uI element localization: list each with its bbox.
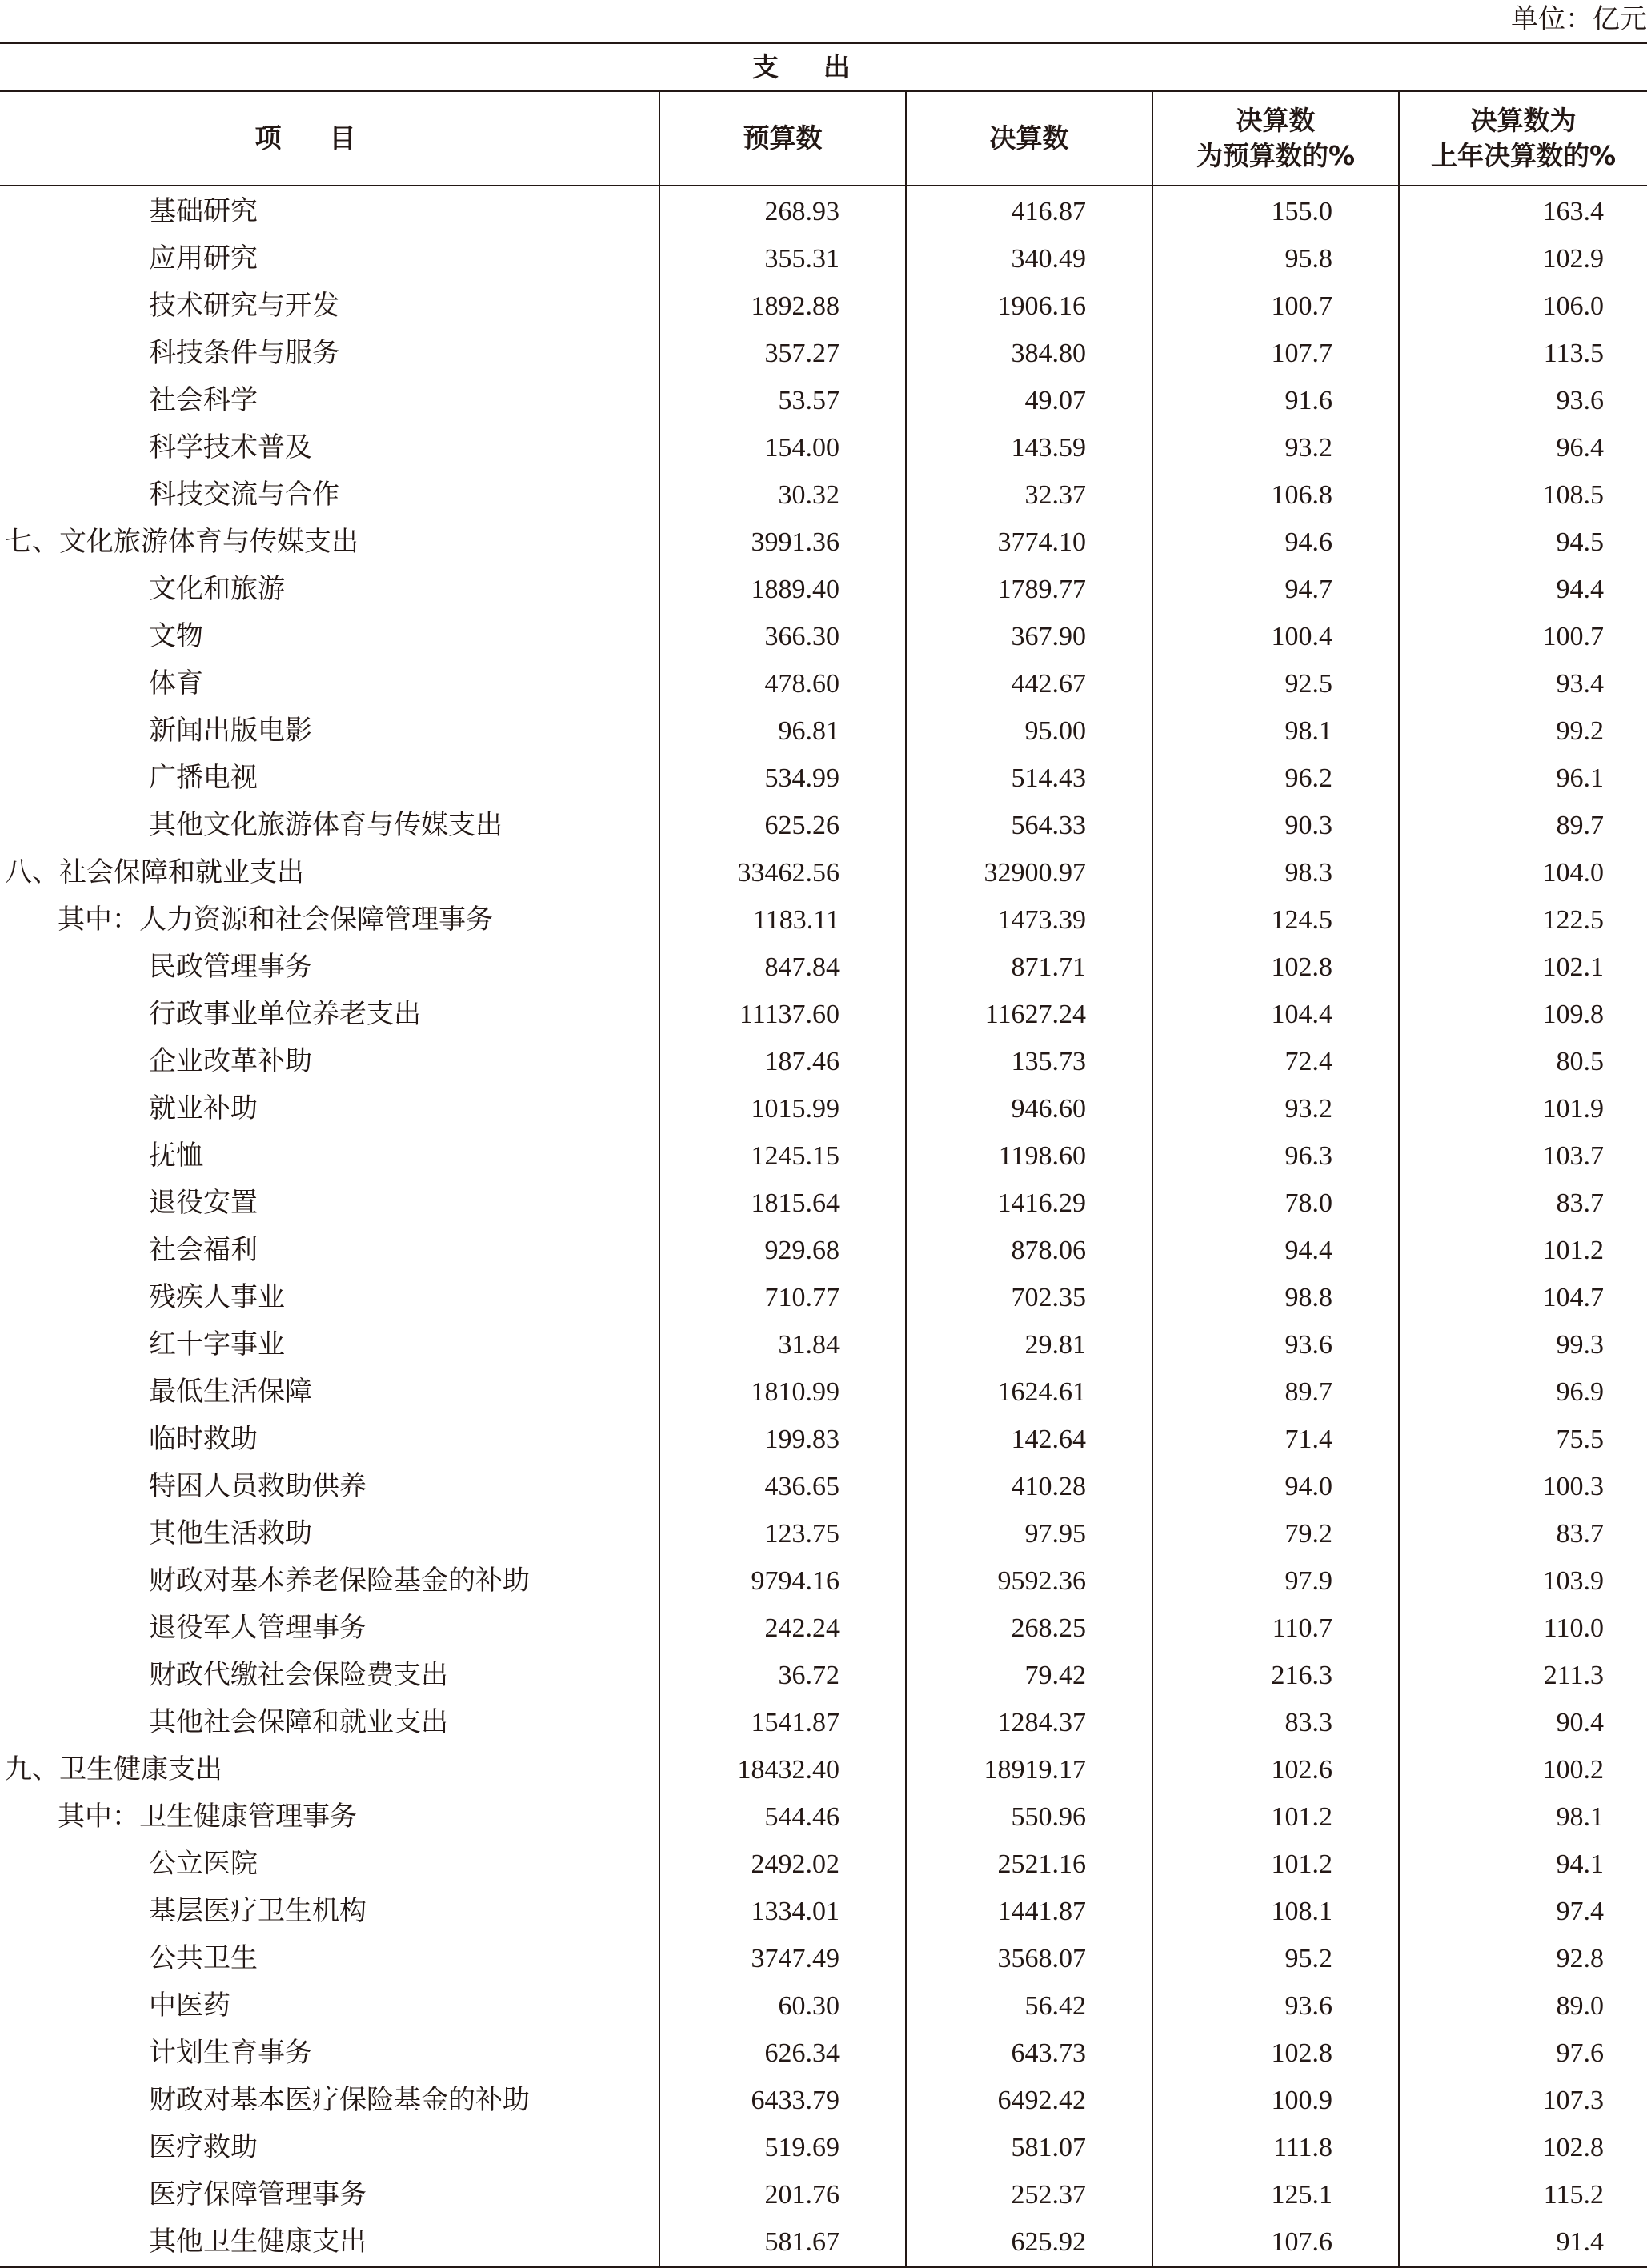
table-row [0,330,1647,377]
table-row [0,1746,1647,1793]
table-row [0,471,1647,519]
row-item-name: 八、社会保障和就业支出 [5,856,304,888]
row-pct-prev-value: 113.5 [1399,330,1647,377]
row-pct-prev-value: 96.4 [1399,424,1647,471]
row-budget-value: 1015.99 [659,1085,906,1132]
row-item-name: 退役军人管理事务 [149,1612,367,1644]
row-item-name: 就业补助 [149,1092,258,1124]
row-budget-value: 154.00 [659,424,906,471]
row-pct-prev-value: 94.4 [1399,566,1647,613]
row-pct-prev-value: 96.9 [1399,1368,1647,1416]
row-final-value: 142.64 [906,1416,1152,1463]
row-budget-value: 2492.02 [659,1841,906,1888]
table-row [0,235,1647,282]
row-final-value: 3568.07 [906,1935,1152,1982]
row-item-name: 临时救助 [149,1423,258,1455]
row-budget-value: 18432.40 [659,1746,906,1793]
row-item-name: 科学技术普及 [149,431,312,463]
row-budget-value: 31.84 [659,1321,906,1368]
row-item-name: 广播电视 [149,762,258,794]
row-pct-prev-value: 163.4 [1399,186,1647,235]
row-final-value: 946.60 [906,1085,1152,1132]
row-pct-budget-value: 93.6 [1152,1321,1399,1368]
row-budget-value: 626.34 [659,2030,906,2077]
table-body [0,186,1647,2267]
row-budget-value: 929.68 [659,1227,906,1274]
row-final-value: 252.37 [906,2171,1152,2218]
table-row [0,1841,1647,1888]
row-budget-value: 625.26 [659,802,906,849]
row-final-value: 29.81 [906,1321,1152,1368]
row-pct-budget-value: 71.4 [1152,1416,1399,1463]
table-row [0,186,1647,235]
row-final-value: 32900.97 [906,849,1152,896]
row-pct-budget-value: 95.2 [1152,1935,1399,1982]
row-budget-value: 478.60 [659,660,906,707]
table-row [0,707,1647,755]
row-budget-value: 123.75 [659,1510,906,1557]
table-row [0,1463,1647,1510]
row-pct-budget-value: 102.8 [1152,944,1399,991]
row-final-value: 625.92 [906,2218,1152,2267]
row-budget-value: 357.27 [659,330,906,377]
row-final-value: 878.06 [906,1227,1152,1274]
row-item-name: 应用研究 [149,242,258,274]
row-final-value: 442.67 [906,660,1152,707]
row-item-name: 其中：人力资源和社会保障管理事务 [58,904,493,936]
row-final-value: 384.80 [906,330,1152,377]
row-budget-value: 1889.40 [659,566,906,613]
row-item-name: 七、文化旅游体育与传媒支出 [5,526,359,558]
col-header-item: 项目 [0,91,659,186]
row-pct-budget-value: 106.8 [1152,471,1399,519]
row-budget-value: 1892.88 [659,282,906,330]
row-budget-value: 6433.79 [659,2077,906,2124]
row-final-value: 2521.16 [906,1841,1152,1888]
column-header-row [0,91,1647,186]
row-pct-budget-value: 124.5 [1152,896,1399,944]
row-final-value: 95.00 [906,707,1152,755]
row-budget-value: 199.83 [659,1416,906,1463]
row-final-value: 550.96 [906,1793,1152,1841]
table-row [0,1321,1647,1368]
row-item-name: 其他文化旅游体育与传媒支出 [149,809,503,841]
row-pct-budget-value: 125.1 [1152,2171,1399,2218]
row-pct-prev-value: 89.7 [1399,802,1647,849]
row-item-name: 文物 [149,620,203,652]
table-row [0,377,1647,424]
row-budget-value: 355.31 [659,235,906,282]
table-row [0,896,1647,944]
row-item-name: 企业改革补助 [149,1045,312,1077]
table-row [0,1605,1647,1652]
row-pct-prev-value: 104.7 [1399,1274,1647,1321]
row-pct-budget-value: 93.6 [1152,1982,1399,2030]
row-pct-budget-value: 108.1 [1152,1888,1399,1935]
table-row [0,1888,1647,1935]
row-budget-value: 242.24 [659,1605,906,1652]
row-budget-value: 60.30 [659,1982,906,2030]
row-budget-value: 519.69 [659,2124,906,2171]
row-final-value: 410.28 [906,1463,1152,1510]
row-pct-prev-value: 93.6 [1399,377,1647,424]
table-row [0,282,1647,330]
row-pct-prev-value: 100.7 [1399,613,1647,660]
row-pct-prev-value: 100.2 [1399,1746,1647,1793]
row-item-name: 抚恤 [149,1140,203,1172]
row-item-name: 公共卫生 [149,1942,258,1974]
table-row [0,849,1647,896]
row-pct-prev-value: 102.1 [1399,944,1647,991]
col-header-pct-prev-line1: 决算数为 [1470,105,1577,136]
row-final-value: 416.87 [906,186,1152,235]
row-budget-value: 581.67 [659,2218,906,2267]
row-pct-prev-value: 109.8 [1399,991,1647,1038]
row-pct-budget-value: 78.0 [1152,1180,1399,1227]
col-header-pct-budget-line2: 为预算数的% [1196,140,1356,171]
row-final-value: 135.73 [906,1038,1152,1085]
row-pct-prev-value: 90.4 [1399,1699,1647,1746]
row-pct-prev-value: 101.9 [1399,1085,1647,1132]
row-pct-prev-value: 97.6 [1399,2030,1647,2077]
section-header-row [0,43,1647,92]
row-item-name: 财政对基本养老保险基金的补助 [149,1565,530,1597]
row-budget-value: 436.65 [659,1463,906,1510]
row-item-name: 体育 [149,667,203,699]
unit-label: 单位：亿元 [1511,3,1647,35]
table-row [0,1510,1647,1557]
row-final-value: 11627.24 [906,991,1152,1038]
row-pct-prev-value: 108.5 [1399,471,1647,519]
row-item-name: 九、卫生健康支出 [5,1753,222,1785]
row-pct-budget-value: 94.6 [1152,519,1399,566]
row-pct-budget-value: 98.3 [1152,849,1399,896]
row-final-value: 514.43 [906,755,1152,802]
table-row [0,1038,1647,1085]
table-row [0,424,1647,471]
row-pct-prev-value: 80.5 [1399,1038,1647,1085]
row-final-value: 79.42 [906,1652,1152,1699]
row-item-name: 退役安置 [149,1187,258,1219]
row-pct-prev-value: 102.8 [1399,2124,1647,2171]
row-final-value: 1906.16 [906,282,1152,330]
row-item-name: 其他卫生健康支出 [149,2226,367,2258]
row-pct-prev-value: 91.4 [1399,2218,1647,2267]
row-budget-value: 1815.64 [659,1180,906,1227]
row-pct-prev-value: 98.1 [1399,1793,1647,1841]
row-item-name: 科技交流与合作 [149,479,339,511]
table-row [0,2124,1647,2171]
row-pct-budget-value: 100.9 [1152,2077,1399,2124]
row-final-value: 564.33 [906,802,1152,849]
row-budget-value: 36.72 [659,1652,906,1699]
row-final-value: 1284.37 [906,1699,1152,1746]
row-pct-budget-value: 101.2 [1152,1841,1399,1888]
table-row [0,802,1647,849]
row-pct-prev-value: 83.7 [1399,1510,1647,1557]
row-pct-prev-value: 99.2 [1399,707,1647,755]
row-final-value: 1198.60 [906,1132,1152,1180]
row-pct-budget-value: 102.6 [1152,1746,1399,1793]
row-budget-value: 1334.01 [659,1888,906,1935]
table-row [0,1180,1647,1227]
row-final-value: 581.07 [906,2124,1152,2171]
row-budget-value: 366.30 [659,613,906,660]
table-row [0,1085,1647,1132]
table-row [0,566,1647,613]
table-header [0,43,1647,186]
row-pct-budget-value: 83.3 [1152,1699,1399,1746]
row-item-name: 技术研究与开发 [149,290,339,322]
row-final-value: 49.07 [906,377,1152,424]
row-pct-prev-value: 102.9 [1399,235,1647,282]
row-item-name: 公立医院 [149,1848,258,1880]
row-final-value: 340.49 [906,235,1152,282]
row-budget-value: 11137.60 [659,991,906,1038]
row-budget-value: 187.46 [659,1038,906,1085]
row-final-value: 3774.10 [906,519,1152,566]
row-budget-value: 1541.87 [659,1699,906,1746]
row-pct-prev-value: 75.5 [1399,1416,1647,1463]
row-pct-prev-value: 103.9 [1399,1557,1647,1605]
row-pct-budget-value: 102.8 [1152,2030,1399,2077]
row-pct-budget-value: 94.4 [1152,1227,1399,1274]
row-pct-prev-value: 211.3 [1399,1652,1647,1699]
row-pct-budget-value: 93.2 [1152,1085,1399,1132]
table-row [0,1132,1647,1180]
row-pct-budget-value: 89.7 [1152,1368,1399,1416]
table-row [0,1793,1647,1841]
row-final-value: 18919.17 [906,1746,1152,1793]
row-pct-budget-value: 100.7 [1152,282,1399,330]
row-pct-prev-value: 103.7 [1399,1132,1647,1180]
row-pct-budget-value: 107.6 [1152,2218,1399,2267]
col-header-final: 决算数 [906,91,1152,186]
table-row [0,1368,1647,1416]
row-pct-budget-value: 95.8 [1152,235,1399,282]
row-item-name: 社会科学 [149,384,258,416]
row-pct-budget-value: 104.4 [1152,991,1399,1038]
row-pct-budget-value: 79.2 [1152,1510,1399,1557]
row-item-name: 基层医疗卫生机构 [149,1895,367,1927]
row-pct-prev-value: 110.0 [1399,1605,1647,1652]
row-item-name: 其中：卫生健康管理事务 [58,1801,357,1833]
row-pct-prev-value: 96.1 [1399,755,1647,802]
row-item-name: 中医药 [149,1990,230,2022]
row-pct-prev-value: 104.0 [1399,849,1647,896]
row-final-value: 1789.77 [906,566,1152,613]
table-row [0,2171,1647,2218]
row-final-value: 9592.36 [906,1557,1152,1605]
table-row [0,1935,1647,1982]
row-pct-budget-value: 96.2 [1152,755,1399,802]
row-budget-value: 53.57 [659,377,906,424]
table-row [0,2030,1647,2077]
row-pct-budget-value: 91.6 [1152,377,1399,424]
row-pct-budget-value: 98.8 [1152,1274,1399,1321]
row-pct-prev-value: 94.1 [1399,1841,1647,1888]
row-budget-value: 1810.99 [659,1368,906,1416]
row-item-name: 红十字事业 [149,1328,285,1360]
row-final-value: 702.35 [906,1274,1152,1321]
row-budget-value: 544.46 [659,1793,906,1841]
row-pct-prev-value: 115.2 [1399,2171,1647,2218]
row-final-value: 1473.39 [906,896,1152,944]
row-final-value: 268.25 [906,1605,1152,1652]
row-item-name: 最低生活保障 [149,1376,312,1408]
row-pct-budget-value: 94.7 [1152,566,1399,613]
row-pct-prev-value: 99.3 [1399,1321,1647,1368]
table-row [0,1416,1647,1463]
row-pct-prev-value: 94.5 [1399,519,1647,566]
row-pct-budget-value: 100.4 [1152,613,1399,660]
row-pct-budget-value: 216.3 [1152,1652,1399,1699]
table-row [0,755,1647,802]
row-budget-value: 534.99 [659,755,906,802]
row-item-name: 民政管理事务 [149,951,312,983]
row-pct-budget-value: 107.7 [1152,330,1399,377]
col-header-pct-budget-line1: 决算数 [1236,105,1316,136]
row-item-name: 医疗救助 [149,2131,258,2163]
expenditure-table [0,42,1647,2268]
row-pct-budget-value: 92.5 [1152,660,1399,707]
table-row [0,1274,1647,1321]
table-row [0,660,1647,707]
row-pct-prev-value: 101.2 [1399,1227,1647,1274]
row-item-name: 新闻出版电影 [149,715,312,747]
row-pct-prev-value: 97.4 [1399,1888,1647,1935]
row-item-name: 财政对基本医疗保险基金的补助 [149,2084,530,2116]
row-pct-prev-value: 106.0 [1399,282,1647,330]
table-row [0,2077,1647,2124]
row-item-name: 计划生育事务 [149,2037,312,2069]
row-budget-value: 96.81 [659,707,906,755]
row-pct-budget-value: 97.9 [1152,1557,1399,1605]
table-row [0,613,1647,660]
row-item-name: 基础研究 [149,195,258,227]
row-budget-value: 201.76 [659,2171,906,2218]
row-pct-prev-value: 107.3 [1399,2077,1647,2124]
table-row [0,1557,1647,1605]
row-pct-prev-value: 89.0 [1399,1982,1647,2030]
row-pct-budget-value: 155.0 [1152,186,1399,235]
row-budget-value: 1245.15 [659,1132,906,1180]
row-item-name: 医疗保障管理事务 [149,2178,367,2210]
row-item-name: 科技条件与服务 [149,337,339,369]
row-budget-value: 9794.16 [659,1557,906,1605]
table-row [0,1652,1647,1699]
row-budget-value: 268.93 [659,186,906,235]
table-row [0,1227,1647,1274]
row-pct-budget-value: 96.3 [1152,1132,1399,1180]
table-row [0,519,1647,566]
row-pct-budget-value: 94.0 [1152,1463,1399,1510]
row-budget-value: 3747.49 [659,1935,906,1982]
row-pct-budget-value: 111.8 [1152,2124,1399,2171]
row-final-value: 6492.42 [906,2077,1152,2124]
row-item-name: 特困人员救助供养 [149,1470,367,1502]
row-item-name: 其他生活救助 [149,1517,312,1549]
row-budget-value: 30.32 [659,471,906,519]
table-row [0,1699,1647,1746]
row-pct-budget-value: 98.1 [1152,707,1399,755]
row-final-value: 143.59 [906,424,1152,471]
col-header-budget: 预算数 [659,91,906,186]
table-row [0,944,1647,991]
row-final-value: 1441.87 [906,1888,1152,1935]
table-row [0,2218,1647,2267]
row-budget-value: 33462.56 [659,849,906,896]
row-pct-budget-value: 101.2 [1152,1793,1399,1841]
row-item-name: 行政事业单位养老支出 [149,998,421,1030]
row-pct-budget-value: 72.4 [1152,1038,1399,1085]
row-final-value: 643.73 [906,2030,1152,2077]
row-item-name: 社会福利 [149,1234,258,1266]
row-item-name: 其他社会保障和就业支出 [149,1706,448,1738]
row-final-value: 1624.61 [906,1368,1152,1416]
row-budget-value: 710.77 [659,1274,906,1321]
row-final-value: 97.95 [906,1510,1152,1557]
row-final-value: 367.90 [906,613,1152,660]
row-budget-value: 847.84 [659,944,906,991]
row-pct-prev-value: 100.3 [1399,1463,1647,1510]
row-pct-prev-value: 83.7 [1399,1180,1647,1227]
row-final-value: 56.42 [906,1982,1152,2030]
row-pct-prev-value: 92.8 [1399,1935,1647,1982]
row-item-name: 文化和旅游 [149,573,285,605]
row-final-value: 32.37 [906,471,1152,519]
row-item-name: 财政代缴社会保险费支出 [149,1659,448,1691]
row-pct-budget-value: 90.3 [1152,802,1399,849]
row-pct-budget-value: 110.7 [1152,1605,1399,1652]
table-row [0,1982,1647,2030]
row-budget-value: 3991.36 [659,519,906,566]
row-item-name: 残疾人事业 [149,1281,285,1313]
row-final-value: 871.71 [906,944,1152,991]
col-header-pct-prev-line2: 上年决算数的% [1430,140,1617,171]
row-final-value: 1416.29 [906,1180,1152,1227]
table-row [0,991,1647,1038]
col-header-pct-budget [1152,91,1399,186]
section-header: 支出 [0,43,1647,92]
row-pct-budget-value: 93.2 [1152,424,1399,471]
col-header-pct-prev [1399,91,1647,186]
row-budget-value: 1183.11 [659,896,906,944]
row-pct-prev-value: 122.5 [1399,896,1647,944]
row-pct-prev-value: 93.4 [1399,660,1647,707]
